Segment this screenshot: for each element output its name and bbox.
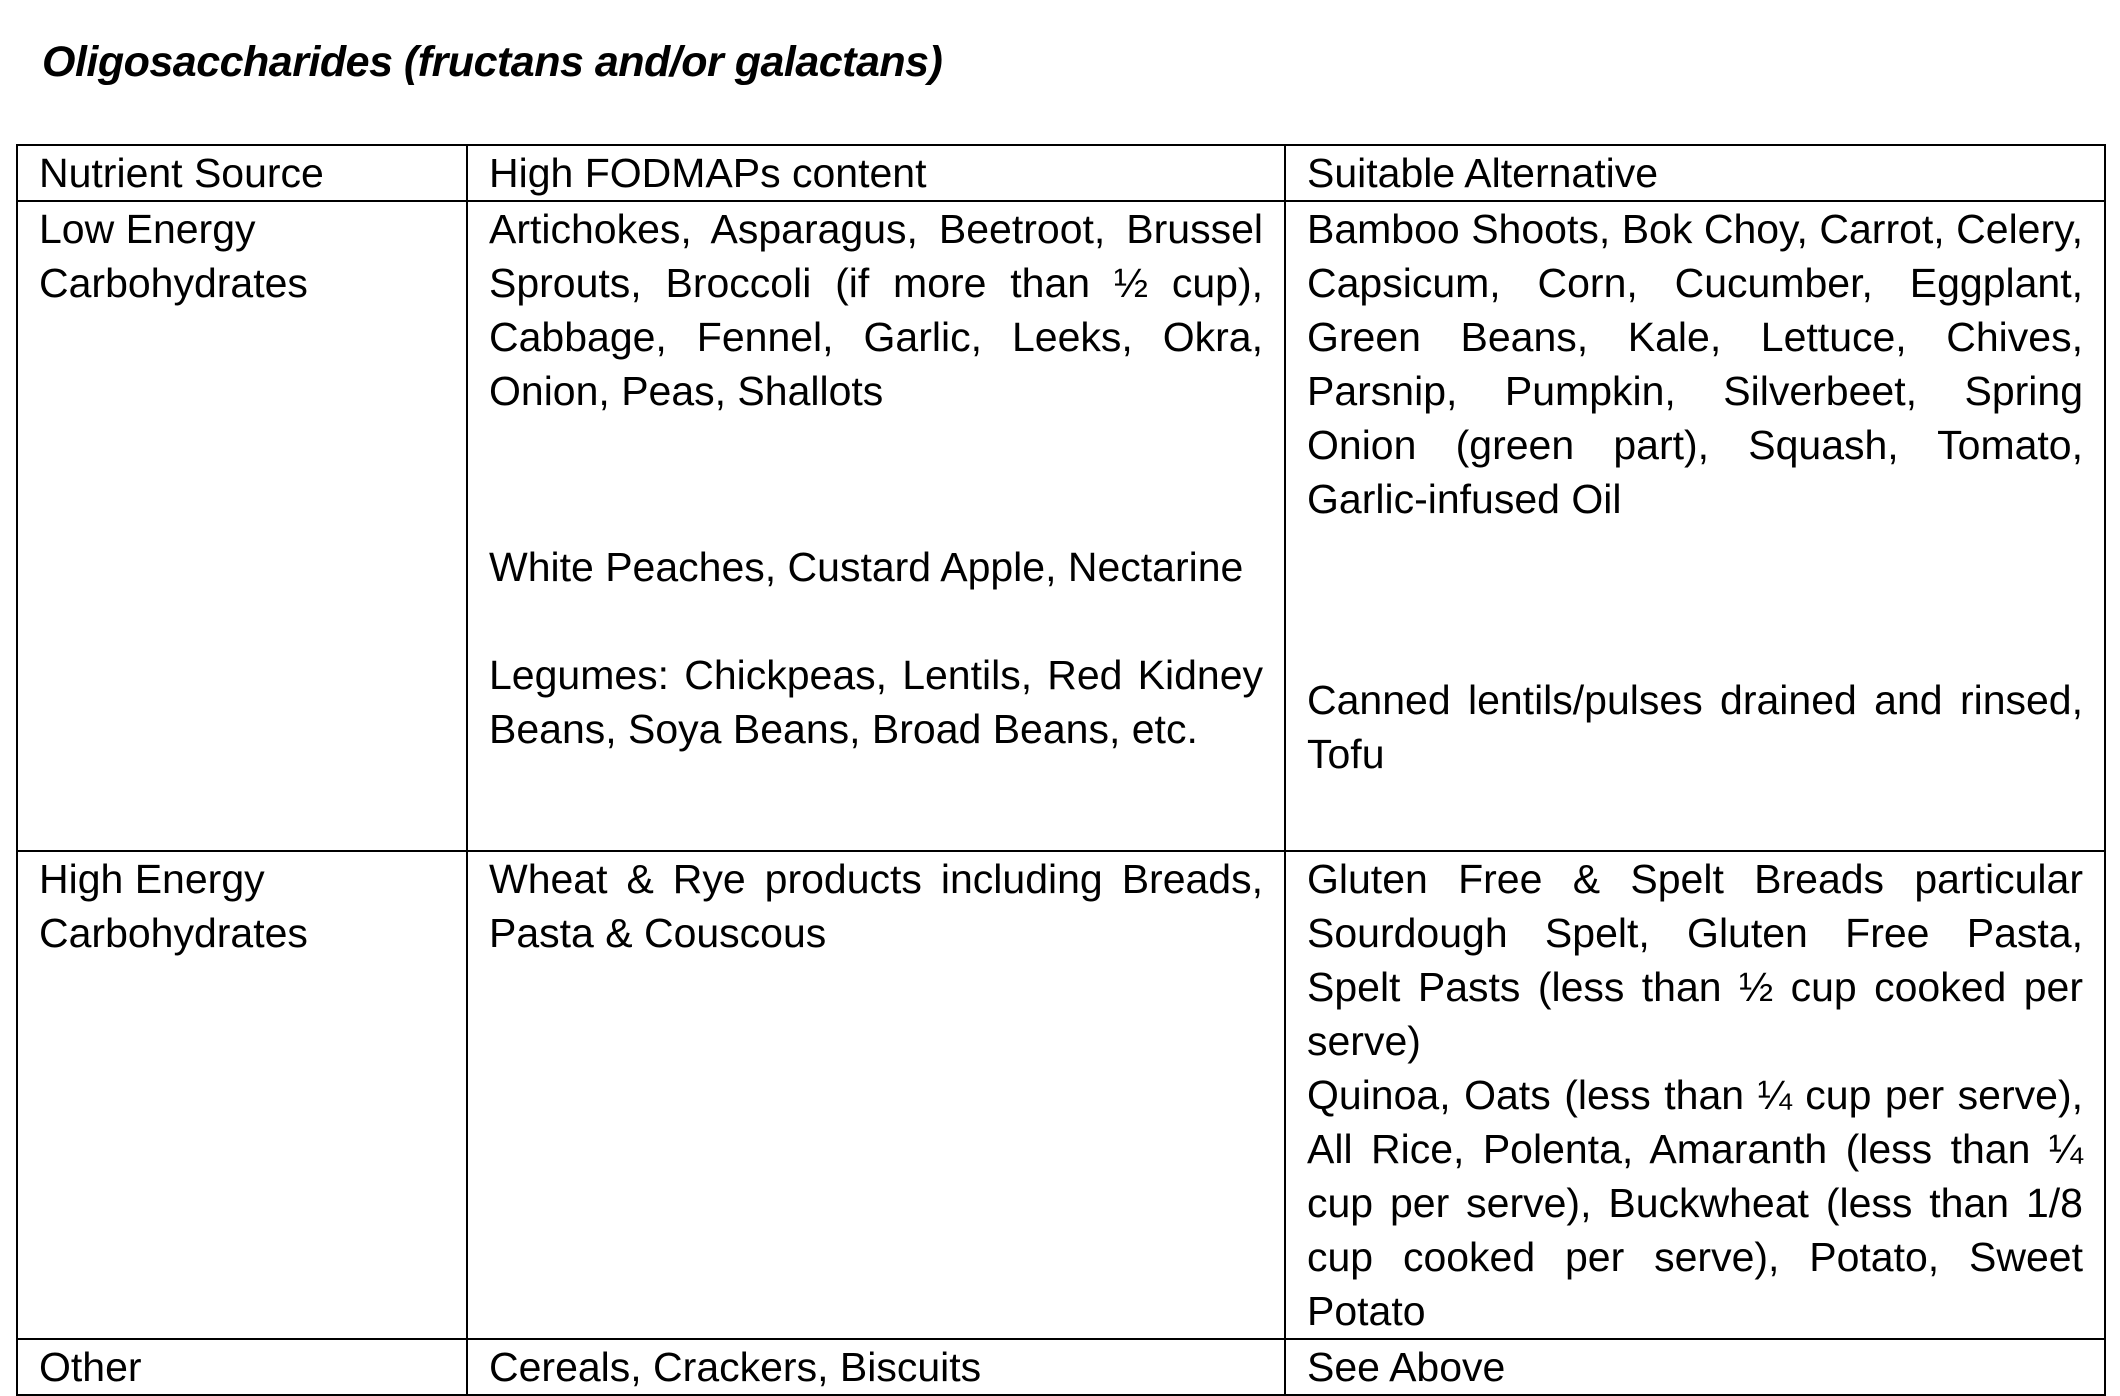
- cell-nutrient-source: [17, 851, 467, 1339]
- cell-nutrient-source: [17, 201, 467, 851]
- header-high-fodmaps-content: High FODMAPs content: [467, 145, 1285, 201]
- high-fodmaps-vegetables: Artichokes, Asparagus, Beetroot, Brussel Sprouts, Broccoli (if more than ½ cup), Cabbage, Fennel, Garlic, Leeks, Okra, Onion, Peas, Shallots: [489, 206, 1263, 414]
- cell-high-fodmaps: [467, 851, 1285, 1339]
- table-row-other: [17, 1339, 2105, 1395]
- document-title: Oligosaccharides (fructans and/or galactans): [42, 38, 943, 86]
- high-fodmaps-grains: Wheat & Rye products including Breads, Pasta & Couscous: [489, 856, 1263, 956]
- table-row-high-energy: [17, 851, 2105, 1339]
- cell-suitable-alternative: [1285, 201, 2105, 851]
- table-row-low-energy: [17, 201, 2105, 851]
- cell-suitable-alternative: See Above: [1285, 1339, 2105, 1395]
- fodmap-table: [16, 144, 2106, 1396]
- cell-suitable-alternative: [1285, 851, 2105, 1339]
- alternative-grains: Quinoa, Oats (less than ¼ cup per serve), All Rice, Polenta, Amaranth (less than ¼ cup per serve), Buckwheat (less than 1/8 cup cooked per serve), Potato, Sweet Potato: [1307, 1072, 2083, 1334]
- nutrient-source-line: Low Energy: [39, 206, 256, 252]
- alternative-vegetables: Bamboo Shoots, Bok Choy, Carrot, Celery, Capsicum, Corn, Cucumber, Eggplant, Green Beans, Kale, Lettuce, Chives, Parsnip, Pumpkin, Silverbeet, Spring Onion (green part), Squash, Tomato, Garlic-infused Oil: [1307, 206, 2083, 522]
- cell-high-fodmaps: Cereals, Crackers, Biscuits: [467, 1339, 1285, 1395]
- high-fodmaps-legumes: Legumes: Chickpeas, Lentils, Red Kidney Beans, Soya Beans, Broad Beans, etc.: [489, 652, 1263, 752]
- table-header-row: [17, 145, 2105, 201]
- header-nutrient-source: Nutrient Source: [17, 145, 467, 201]
- alternative-legumes: Canned lentils/pulses drained and rinsed, Tofu: [1307, 677, 2083, 777]
- nutrient-source-line: High Energy: [39, 856, 265, 902]
- cell-high-fodmaps: [467, 201, 1285, 851]
- alternative-breads-pasta: Gluten Free & Spelt Breads particular Sourdough Spelt, Gluten Free Pasta, Spelt Pasts (less than ½ cup cooked per serve): [1307, 856, 2083, 1064]
- cell-nutrient-source: Other: [17, 1339, 467, 1395]
- nutrient-source-line: Carbohydrates: [39, 260, 308, 306]
- nutrient-source-line: Carbohydrates: [39, 910, 308, 956]
- high-fodmaps-fruits: White Peaches, Custard Apple, Nectarine: [489, 544, 1244, 590]
- header-suitable-alternative: Suitable Alternative: [1285, 145, 2105, 201]
